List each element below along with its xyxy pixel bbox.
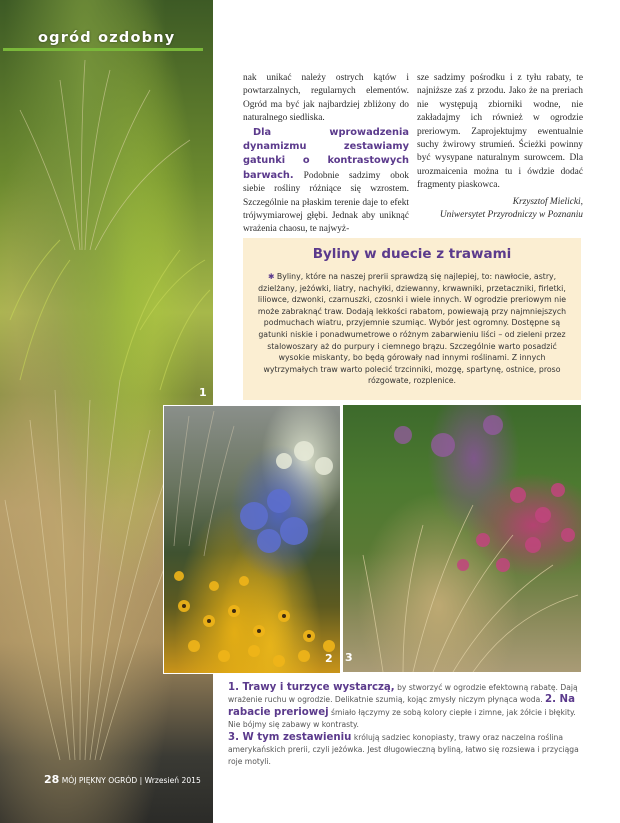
article-paragraph-2 bbox=[243, 126, 409, 237]
article-paragraph: nak unikać należy ostrych kątów i powtarzalnych, regularnych elementów. Ogród ma być jak najbardziej zbliżony do naturalnego siedliska. bbox=[243, 73, 409, 124]
flower-texture bbox=[343, 405, 581, 672]
section-rule bbox=[3, 48, 203, 51]
caption-3-text: królują sadziec konopiasty, trawy oraz naczelna roślina amerykańskich prerii, czyli jeżówka. Jest długowieczną byliną, łatwo się rozsiewa i przyciąga roje motyli. bbox=[228, 732, 579, 767]
photo-prairie-border bbox=[163, 405, 341, 674]
info-box-text bbox=[252, 271, 572, 387]
photo-number-2: 2 bbox=[325, 652, 333, 665]
author-affiliation: Uniwersytet Przyrodniczy w Poznaniu bbox=[439, 210, 583, 221]
photo-number-3: 3 bbox=[345, 651, 353, 664]
caption-1-head: 1. Trawy i turzyce wystarczą, bbox=[228, 682, 395, 693]
asterisk-icon: ✱ bbox=[267, 272, 275, 281]
section-label: ogród ozdobny bbox=[38, 30, 176, 46]
photo-number-1: 1 bbox=[199, 386, 207, 399]
photo-echinacea-grasses bbox=[343, 405, 581, 672]
article-paragraph-3: sze sadzimy pośrodku i z tyłu rabaty, te najniższe zaś z przodu. Jako że na preriach nie występują zbiorniki wodne, nie zakładajmy ich również w ogrodzie preriowym. Zaprojektujmy ewentualnie suchy żwirowy strumień. Ścieżki powinny być wysypane naturalnym surowcem. Dla urozmaicenia można tu i ówdzie dodać fragmenty piaskowca. bbox=[417, 73, 583, 191]
info-box-body: Byliny, które na naszej prerii sprawdzą się najlepiej, to: nawłocie, astry, dzielżany, jeżówki, liatry, nachyłki, dziewanny, krwawniki, przetaczniki, firletki, liliowce, dzwonki, czarnuszki, czosnki i wiele innych. W ogrodzie preriowym nie może zabraknąć traw. Dodają lekkości rabatom, powiewają przy najmniejszych podmuchach wiatru, przyjemnie szumiąc. Wybór jest ogromny. Dostępne są gatunki niskie i ponadwumetrowe o różnym zabarwieniu liści – od zieleni przez stalowoszary aż do purpury i ciemnego brązu. Szczególnie warto posadzić wysokie miskanty, bo będą górowały nad innymi roślinami. Z innych wytrzymałych traw warto polecić trzcinniki, mozgę, spartynę, ostnice, proso rózgowate, rozplenice. bbox=[257, 272, 567, 386]
magazine-name: MÓJ PIĘKNY OGRÓD bbox=[59, 776, 138, 785]
article-text: Podobnie sadzimy obok siebie rośliny różniące się wzrostem. Szczególnie na płaskim terenie daje to efekt trójwymiarowej głębi. Jednak aby uniknąć wrażenia chaosu, te najwyż- bbox=[243, 170, 409, 235]
caption-2-head: 2. Na rabacie preriowej bbox=[228, 694, 575, 718]
caption-1-text: by stworzyć w ogrodzie efektowną rabatę. Dają wrażenie ruchu w ogrodzie. Delikatnie szumią, kojąc zmysły niczym płynąca woda. bbox=[228, 683, 578, 705]
info-box-title: Byliny w duecie z trawami bbox=[312, 246, 512, 262]
info-box bbox=[243, 238, 581, 400]
caption-2-text: śmiało łączymy ze sobą kolory ciepłe i zimne, jak żółcie i błękity. Nie bójmy się zabawy w kontrasty. bbox=[228, 707, 576, 730]
page-footer bbox=[44, 773, 201, 786]
photo-captions bbox=[228, 682, 584, 769]
page-number: 28 bbox=[44, 773, 60, 786]
caption-3-head: 3. W tym zestawieniu bbox=[228, 731, 352, 743]
article-column-2 bbox=[417, 72, 583, 222]
article-column-1 bbox=[243, 72, 409, 237]
author-name: Krzysztof Mielicki, bbox=[512, 196, 583, 207]
issue-date: | Wrzesień 2015 bbox=[137, 776, 201, 785]
flower-texture bbox=[164, 406, 340, 673]
article-lead: Dla wprowadzenia dynamizmu zestawiamy gatunki o kontrastowych barwach. bbox=[243, 126, 409, 181]
